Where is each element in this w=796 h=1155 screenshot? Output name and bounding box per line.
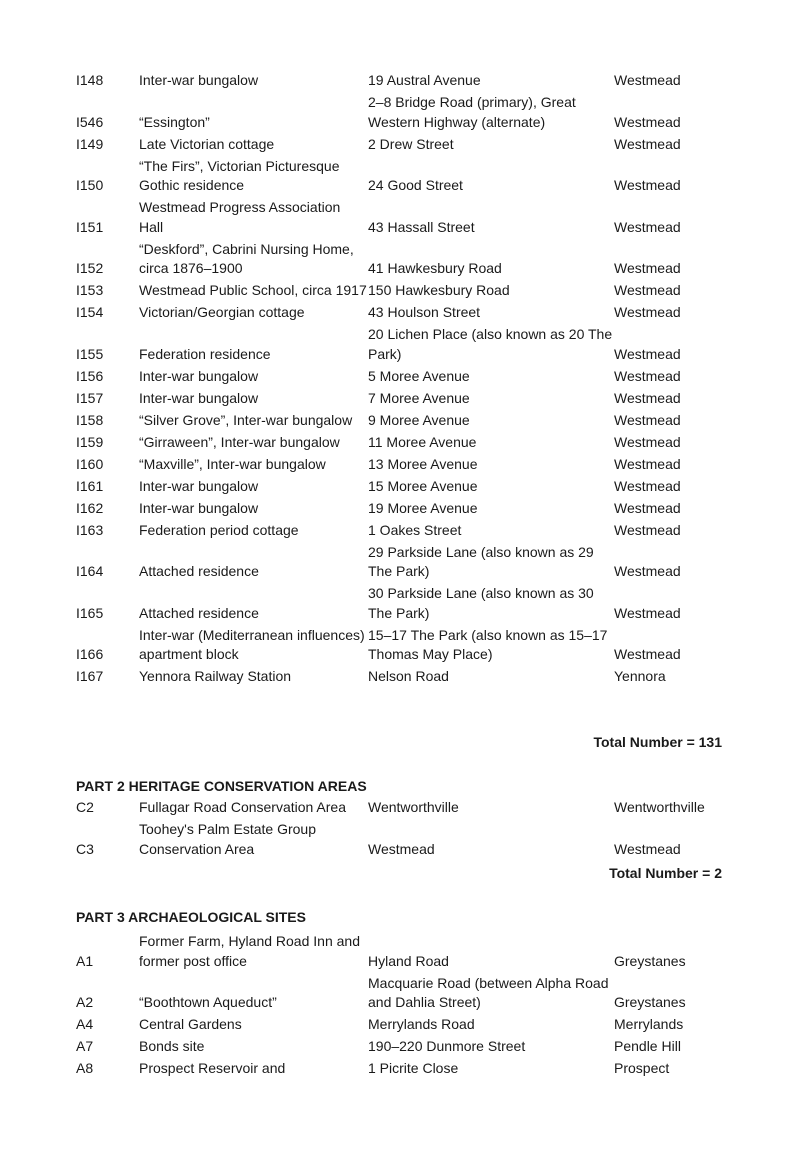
heritage-items-table bbox=[76, 71, 726, 689]
item-id: I151 bbox=[76, 218, 104, 235]
item-description: “Boothtown Aqueduct” bbox=[139, 994, 277, 1011]
item-id: C2 bbox=[76, 799, 94, 815]
item-id: I166 bbox=[76, 646, 104, 663]
item-description: Fullagar Road Conservation Area bbox=[139, 799, 347, 815]
item-id: I162 bbox=[76, 499, 104, 516]
item-suburb: Greystanes bbox=[614, 994, 686, 1011]
item-suburb: Westmead bbox=[614, 260, 681, 277]
item-suburb: Wentworthville bbox=[614, 799, 705, 815]
item-suburb: Westmead bbox=[614, 477, 681, 494]
item-description: Attached residence bbox=[139, 563, 259, 580]
item-suburb: Westmead bbox=[614, 411, 681, 428]
item-id: I153 bbox=[76, 282, 104, 299]
item-suburb: Yennora bbox=[614, 668, 666, 685]
table-row bbox=[76, 433, 726, 455]
item-address: 15 Moree Avenue bbox=[368, 477, 478, 494]
item-description: Inter-war (Mediterranean influences) apartment block bbox=[139, 626, 365, 663]
item-address: 9 Moree Avenue bbox=[368, 411, 470, 428]
item-address: 24 Good Street bbox=[368, 177, 463, 194]
item-suburb: Pendle Hill bbox=[614, 1038, 681, 1055]
item-address: 2–8 Bridge Road (primary), Great Western Highway (alternate) bbox=[368, 93, 576, 130]
item-suburb: Westmead bbox=[614, 433, 681, 450]
part2-heading: PART 2 HERITAGE CONSERVATION AREAS bbox=[76, 778, 367, 794]
item-suburb: Westmead bbox=[614, 218, 681, 235]
table-row bbox=[76, 157, 726, 199]
table-row bbox=[76, 1059, 726, 1081]
item-suburb: Westmead bbox=[614, 304, 681, 321]
item-suburb: Prospect bbox=[614, 1060, 670, 1077]
table-row bbox=[76, 798, 726, 820]
item-description: “Girraween”, Inter-war bungalow bbox=[139, 433, 340, 450]
item-description: Prospect Reservoir and bbox=[139, 1060, 286, 1077]
table-row bbox=[76, 281, 726, 303]
item-id: I150 bbox=[76, 177, 104, 194]
item-address: 1 Oakes Street bbox=[368, 521, 462, 538]
item-id: I157 bbox=[76, 389, 104, 406]
item-address: Macquarie Road (between Alpha Road and Dahlia Street) bbox=[368, 974, 609, 1011]
archaeological-sites-table bbox=[76, 932, 726, 1081]
table-row bbox=[76, 820, 726, 862]
item-suburb: Westmead bbox=[614, 604, 681, 621]
item-id: I154 bbox=[76, 304, 104, 321]
item-address: Nelson Road bbox=[368, 668, 449, 685]
table-row bbox=[76, 411, 726, 433]
item-suburb: Westmead bbox=[614, 499, 681, 516]
item-address: 7 Moree Avenue bbox=[368, 389, 470, 406]
item-suburb: Westmead bbox=[614, 135, 681, 152]
item-description: “Essington” bbox=[139, 113, 210, 130]
item-description: Victorian/Georgian cottage bbox=[139, 304, 305, 321]
heritage-items-body bbox=[76, 71, 726, 689]
table-row bbox=[76, 499, 726, 521]
item-id: I167 bbox=[76, 668, 104, 685]
table-row bbox=[76, 667, 726, 689]
item-description: “The Firs”, Victorian Picturesque Gothic residence bbox=[139, 157, 340, 194]
table-row bbox=[76, 932, 726, 974]
table-row bbox=[76, 584, 726, 626]
item-address: 15–17 The Park (also known as 15–17 Thomas May Place) bbox=[368, 626, 608, 663]
item-suburb: Westmead bbox=[614, 113, 681, 130]
item-address: 190–220 Dunmore Street bbox=[368, 1038, 526, 1055]
item-suburb: Westmead bbox=[614, 72, 681, 88]
table-row bbox=[76, 455, 726, 477]
table-row bbox=[76, 303, 726, 325]
item-address: Wentworthville bbox=[368, 799, 459, 815]
item-suburb: Westmead bbox=[614, 389, 681, 406]
item-suburb: Greystanes bbox=[614, 952, 686, 969]
table-row bbox=[76, 198, 726, 240]
table-row bbox=[76, 135, 726, 157]
item-address: Hyland Road bbox=[368, 952, 449, 969]
item-suburb: Westmead bbox=[614, 282, 681, 299]
part1-total: Total Number = 131 bbox=[593, 734, 722, 750]
item-address: 43 Houlson Street bbox=[368, 304, 481, 321]
item-description: Central Gardens bbox=[139, 1016, 242, 1033]
item-address: 1 Picrite Close bbox=[368, 1060, 459, 1077]
item-description: Inter-war bungalow bbox=[139, 477, 259, 494]
item-id: I148 bbox=[76, 72, 104, 88]
item-suburb: Westmead bbox=[614, 455, 681, 472]
table-row bbox=[76, 1015, 726, 1037]
item-address: 150 Hawkesbury Road bbox=[368, 282, 510, 299]
item-suburb: Westmead bbox=[614, 345, 681, 362]
item-description: Federation period cottage bbox=[139, 521, 299, 538]
item-address: 30 Parkside Lane (also known as 30 The Park) bbox=[368, 585, 594, 621]
part3-heading: PART 3 ARCHAEOLOGICAL SITES bbox=[76, 909, 306, 925]
item-description: Toohey's Palm Estate Group Conservation Area bbox=[139, 820, 316, 857]
table-row bbox=[76, 367, 726, 389]
conservation-areas-table bbox=[76, 798, 726, 862]
item-id: A2 bbox=[76, 994, 94, 1011]
item-id: A4 bbox=[76, 1016, 94, 1033]
item-description: Late Victorian cottage bbox=[139, 135, 275, 152]
item-id: I152 bbox=[76, 260, 104, 277]
item-address: 20 Lichen Place (also known as 20 The Park) bbox=[368, 326, 613, 362]
item-description: Yennora Railway Station bbox=[139, 668, 292, 685]
table-row bbox=[76, 71, 726, 93]
item-id: I158 bbox=[76, 411, 104, 428]
item-description: “Silver Grove”, Inter-war bungalow bbox=[139, 411, 353, 428]
item-address: 41 Hawkesbury Road bbox=[368, 260, 502, 277]
table-row bbox=[76, 1037, 726, 1059]
item-id: A8 bbox=[76, 1060, 94, 1077]
item-suburb: Westmead bbox=[614, 521, 681, 538]
item-id: A1 bbox=[76, 952, 94, 969]
item-description: Westmead Progress Association Hall bbox=[139, 199, 341, 235]
item-address: 5 Moree Avenue bbox=[368, 367, 470, 384]
item-address: 2 Drew Street bbox=[368, 135, 454, 152]
item-description: Attached residence bbox=[139, 604, 259, 621]
table-row bbox=[76, 974, 726, 1016]
item-address: 29 Parkside Lane (also known as 29 The Park) bbox=[368, 543, 594, 580]
item-address: 11 Moree Avenue bbox=[368, 433, 477, 450]
item-address: 13 Moree Avenue bbox=[368, 455, 478, 472]
item-id: I165 bbox=[76, 604, 104, 621]
item-suburb: Westmead bbox=[614, 367, 681, 384]
item-address: Merrylands Road bbox=[368, 1016, 475, 1033]
item-description: Inter-war bungalow bbox=[139, 389, 259, 406]
table-row bbox=[76, 626, 726, 668]
part2-total: Total Number = 2 bbox=[609, 865, 722, 881]
item-description: Federation residence bbox=[139, 345, 271, 362]
item-id: I149 bbox=[76, 135, 104, 152]
table-row bbox=[76, 477, 726, 499]
conservation-areas-body bbox=[76, 798, 726, 862]
item-address: 19 Moree Avenue bbox=[368, 499, 478, 516]
item-id: I155 bbox=[76, 345, 104, 362]
item-suburb: Westmead bbox=[614, 563, 681, 580]
table-row bbox=[76, 93, 726, 135]
table-row bbox=[76, 240, 726, 282]
item-address: 43 Hassall Street bbox=[368, 218, 475, 235]
item-id: I163 bbox=[76, 521, 104, 538]
item-description: Inter-war bungalow bbox=[139, 367, 259, 384]
item-description: Westmead Public School, circa 1917 bbox=[139, 282, 367, 299]
item-description: Inter-war bungalow bbox=[139, 72, 259, 88]
item-id: I159 bbox=[76, 433, 104, 450]
item-description: Inter-war bungalow bbox=[139, 499, 259, 516]
item-id: C3 bbox=[76, 840, 94, 857]
item-description: “Maxville”, Inter-war bungalow bbox=[139, 455, 326, 472]
item-id: I156 bbox=[76, 367, 104, 384]
table-row bbox=[76, 325, 726, 367]
item-description: Former Farm, Hyland Road Inn and former post office bbox=[139, 933, 360, 969]
item-id: A7 bbox=[76, 1038, 94, 1055]
item-suburb: Westmead bbox=[614, 646, 681, 663]
item-id: I546 bbox=[76, 113, 104, 130]
item-suburb: Westmead bbox=[614, 177, 681, 194]
table-row bbox=[76, 543, 726, 585]
item-description: “Deskford”, Cabrini Nursing Home, circa 1876–1900 bbox=[139, 240, 354, 277]
item-address: Westmead bbox=[368, 840, 435, 857]
item-suburb: Westmead bbox=[614, 840, 681, 857]
item-id: I160 bbox=[76, 455, 104, 472]
table-row bbox=[76, 389, 726, 411]
item-suburb: Merrylands bbox=[614, 1016, 684, 1033]
archaeological-sites-body bbox=[76, 932, 726, 1081]
item-id: I161 bbox=[76, 477, 104, 494]
item-id: I164 bbox=[76, 563, 104, 580]
item-description: Bonds site bbox=[139, 1038, 205, 1055]
item-address: 19 Austral Avenue bbox=[368, 72, 481, 88]
table-row bbox=[76, 521, 726, 543]
